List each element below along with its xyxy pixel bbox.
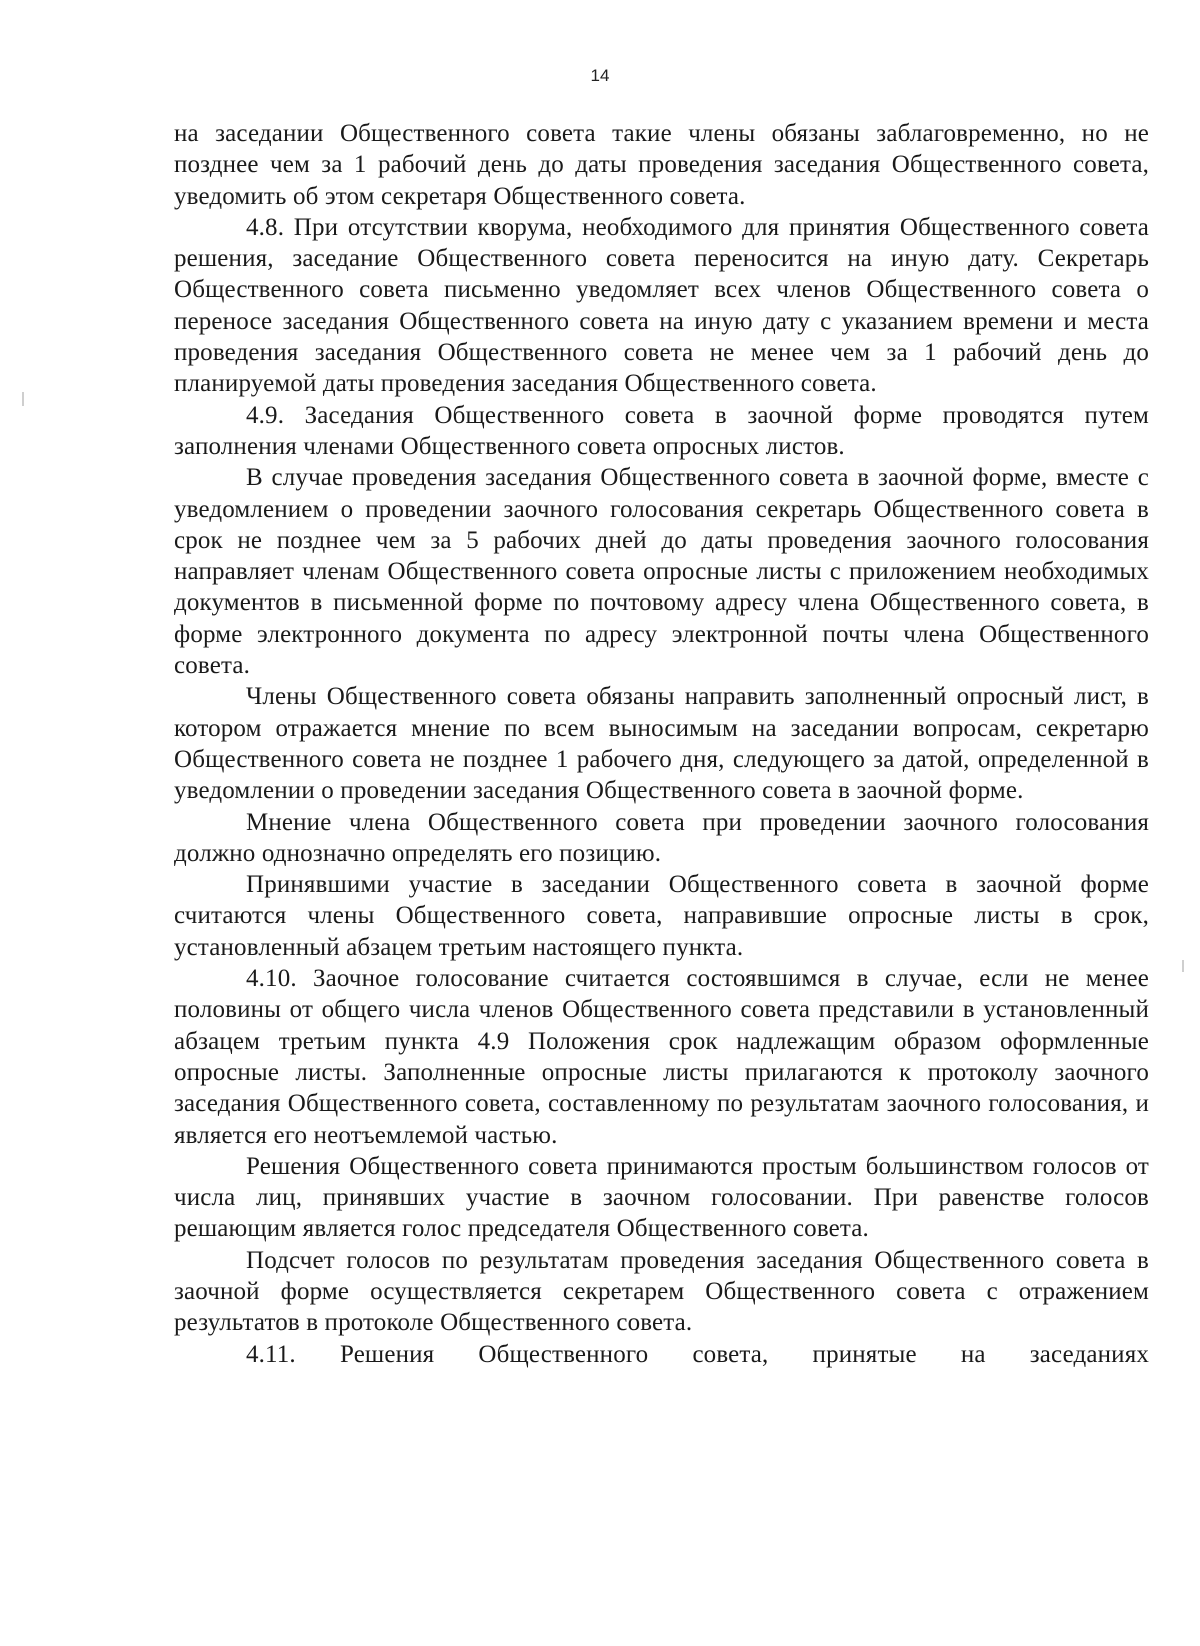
paragraph-4-10-majority: Решения Общественного совета принимаются простым большинством голосов от числа лиц, принявших участие в заочном голосовании. При равенстве голосов решающим является голос председателя Общественного совета.	[174, 1152, 1149, 1243]
paragraph-4-9: 4.9. Заседания Общественного совета в заочной форме проводятся путем заполнения членами Общественного совета опросных листов.	[174, 401, 1149, 460]
page-number: 14	[590, 66, 610, 85]
paragraph-4-9-opinion: Мнение члена Общественного совета при проведении заочного голосования должно однозначно определять его позицию.	[174, 808, 1149, 867]
document-body	[174, 118, 1149, 1370]
scan-artifact-left	[22, 392, 24, 406]
paragraph-4-9-deadline: Члены Общественного совета обязаны направить заполненный опросный лист, в котором отражается мнение по всем выносимым на заседании вопросам, секретарю Общественного совета не позднее 1 рабочего дня, следующего за датой, определенной в уведомлении о проведении заседания Общественного совета в заочной форме.	[174, 683, 1149, 805]
scan-artifact-right	[1182, 960, 1184, 972]
paragraph-4-11: 4.11. Решения Общественного совета, принятые на заседаниях	[246, 1340, 1149, 1368]
paragraph-4-9-participants: Принявшими участие в заседании Общественного совета в заочной форме считаются члены Общественного совета, направившие опросные листы в срок, установленный абзацем третьим настоящего пункта.	[174, 871, 1149, 961]
paragraph-4-8: 4.8. При отсутствии кворума, необходимого для принятия Общественного совета решения, заседание Общественного совета переносится на иную дату. Секретарь Общественного совета письменно уведомляет всех членов Общественного совета о переносе заседания Общественного совета на иную дату с указанием времени и места проведения заседания Общественного совета не менее чем за 1 рабочий день до планируемой даты проведения заседания Общественного совета.	[174, 213, 1149, 398]
paragraph-4-10: 4.10. Заочное голосование считается состоявшимся в случае, если не менее половины от общего числа членов Общественного совета представили в установленный абзацем третьим пункта 4.9 Положения срок надлежащим образом оформленные опросные листы. Заполненные опросные листы прилагаются к протоколу заочного заседания Общественного совета, составленному по результатам заочного голосования, и является его неотъемлемой частью.	[174, 965, 1149, 1149]
paragraph-continuation: на заседании Общественного совета такие члены обязаны заблаговременно, но не позднее чем за 1 рабочий день до даты проведения заседания Общественного совета, уведомить об этом секретаря Общественного совета.	[174, 120, 1149, 210]
paragraph-4-9-correspondence: В случае проведения заседания Общественного совета в заочной форме, вместе с уведомлением о проведении заочного голосования секретарь Общественного совета в срок не позднее чем за 5 рабочих дней до даты проведения заочного голосования направляет членам Общественного совета опросные листы с приложением необходимых документов в письменной форме по почтовому адресу члена Общественного совета, в форме электронного документа по адресу электронной почты члена Общественного совета.	[174, 464, 1149, 680]
paragraph-4-10-vote-count: Подсчет голосов по результатам проведения заседания Общественного совета в заочной форме осуществляется секретарем Общественного совета с отражением результатов в протоколе Общественного совета.	[174, 1246, 1149, 1337]
